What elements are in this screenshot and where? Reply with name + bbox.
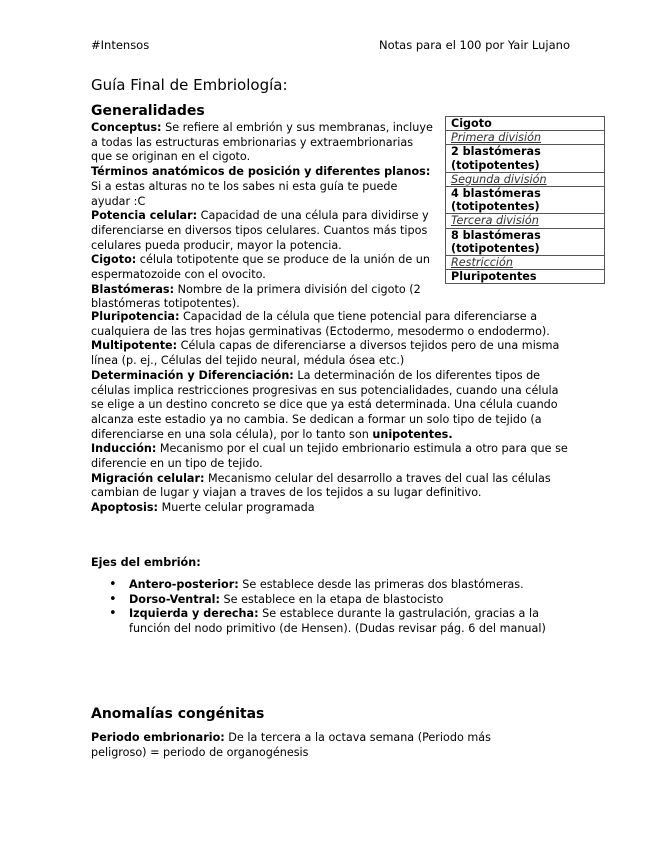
section-heading-anomalias: Anomalías congénitas	[91, 706, 265, 722]
division-step-cell: Primera división	[446, 131, 605, 145]
table-row	[446, 131, 605, 145]
cell-stage-cell: 8 blastómeras (totipotentes)	[446, 228, 605, 255]
table-row	[446, 256, 605, 270]
list-item: • Izquierda y derecha: Se establece durante la gastrulación, gracias a la función del nodo primitivo (de Hensen). (Dudas revisar pág. 6 del manual)	[129, 607, 571, 636]
definition: Potencia celular: Capacidad de una célula para dividirse y diferenciarse en diversos tipos celulares. Cuantos más tipos celulares pueda producir, mayor la potencia.	[91, 209, 429, 252]
cell-stage-cell: 4 blastómeras (totipotentes)	[446, 187, 605, 214]
definition: Cigoto: célula totipotente que se produce de la unión de un espermatozoide con el ovocito.	[91, 253, 430, 282]
division-step-cell: Tercera división	[446, 214, 605, 228]
definition: Apoptosis: Muerte celular programada	[91, 501, 315, 515]
cell-stage-cell: Cigoto	[446, 117, 605, 131]
division-step-cell: Restricción	[446, 256, 605, 270]
header-right: Notas para el 100 por Yair Lujano	[379, 38, 570, 52]
page-title: Guía Final de Embriología:	[91, 76, 288, 94]
cell-stage-cell: 2 blastómeras (totipotentes)	[446, 145, 605, 172]
definition: Blastómeras: Nombre de la primera división del cigoto (2 blastómeras totipotentes).	[91, 282, 421, 311]
cell-potency-sequence-table	[445, 116, 605, 284]
list-item: • Antero-posterior: Se establece desde las primeras dos blastómeras.	[129, 578, 571, 593]
definition: Pluripotencia: Capacidad de la célula que tiene potencial para diferenciarse a cualquiera de las tres hojas germinativas (Ectodermo, mesodermo o endodermo).	[91, 310, 550, 338]
definition: Multipotente: Célula capas de diferenciarse a diversos tejidos pero de una misma línea (p. ej., Células del tejido neural, médula ósea etc.)	[91, 339, 560, 368]
definition: Determinación y Diferenciación: La determinación de los diferentes tipos de células implica restricciones progresivas en sus potencialidades, cuando una célula se elige a un destino concreto se dice que ya está determinada. Una célula cuando alcanza este estadio ya no cambia. Se dedican a formar un solo tipo de tejido (a diferenciarse en una sola célula), por lo tanto son unipotentes.	[91, 368, 559, 441]
list-item: • Dorso-Ventral: Se establece en la etapa de blastocisto	[129, 593, 571, 608]
definitions-column	[91, 121, 436, 312]
division-step-cell: Segunda división	[446, 172, 605, 186]
axes-heading: Ejes del embrión:	[91, 556, 201, 569]
periodo-embrionario: Periodo embrionario: De la tercera a la octava semana (Periodo más peligroso) = periodo de organogénesis	[91, 731, 491, 759]
table-row	[446, 187, 605, 214]
definition: Conceptus: Se refiere al embrión y sus membranas, incluye a todas las estructuras embrionarias y extraembrionarias que se originan en el cigoto.	[91, 121, 433, 164]
table-row	[446, 172, 605, 186]
table-row	[446, 117, 605, 131]
definition: Términos anatómicos de posición y diferentes planos: Si a estas alturas no te los sabes ni esta guía te puede ayudar :C	[91, 165, 431, 208]
table-row	[446, 214, 605, 228]
table-row	[446, 270, 605, 284]
section-heading-generalidades: Generalidades	[91, 103, 205, 119]
definitions-full-width	[91, 310, 571, 516]
definition: Migración celular: Mecanismo celular del desarrollo a traves del cual las células cambian de lugar y viajan a traves de los tejidos a su lugar definitivo.	[91, 471, 551, 500]
header-left: #Intensos	[91, 38, 150, 52]
definition: Inducción: Mecanismo por el cual un tejido embrionario estimula a otro para que se diferencie en un tipo de tejido.	[91, 442, 568, 471]
table-row	[446, 145, 605, 172]
cell-stage-cell: Pluripotentes	[446, 270, 605, 284]
axes-list	[91, 578, 571, 637]
table-row	[446, 228, 605, 255]
